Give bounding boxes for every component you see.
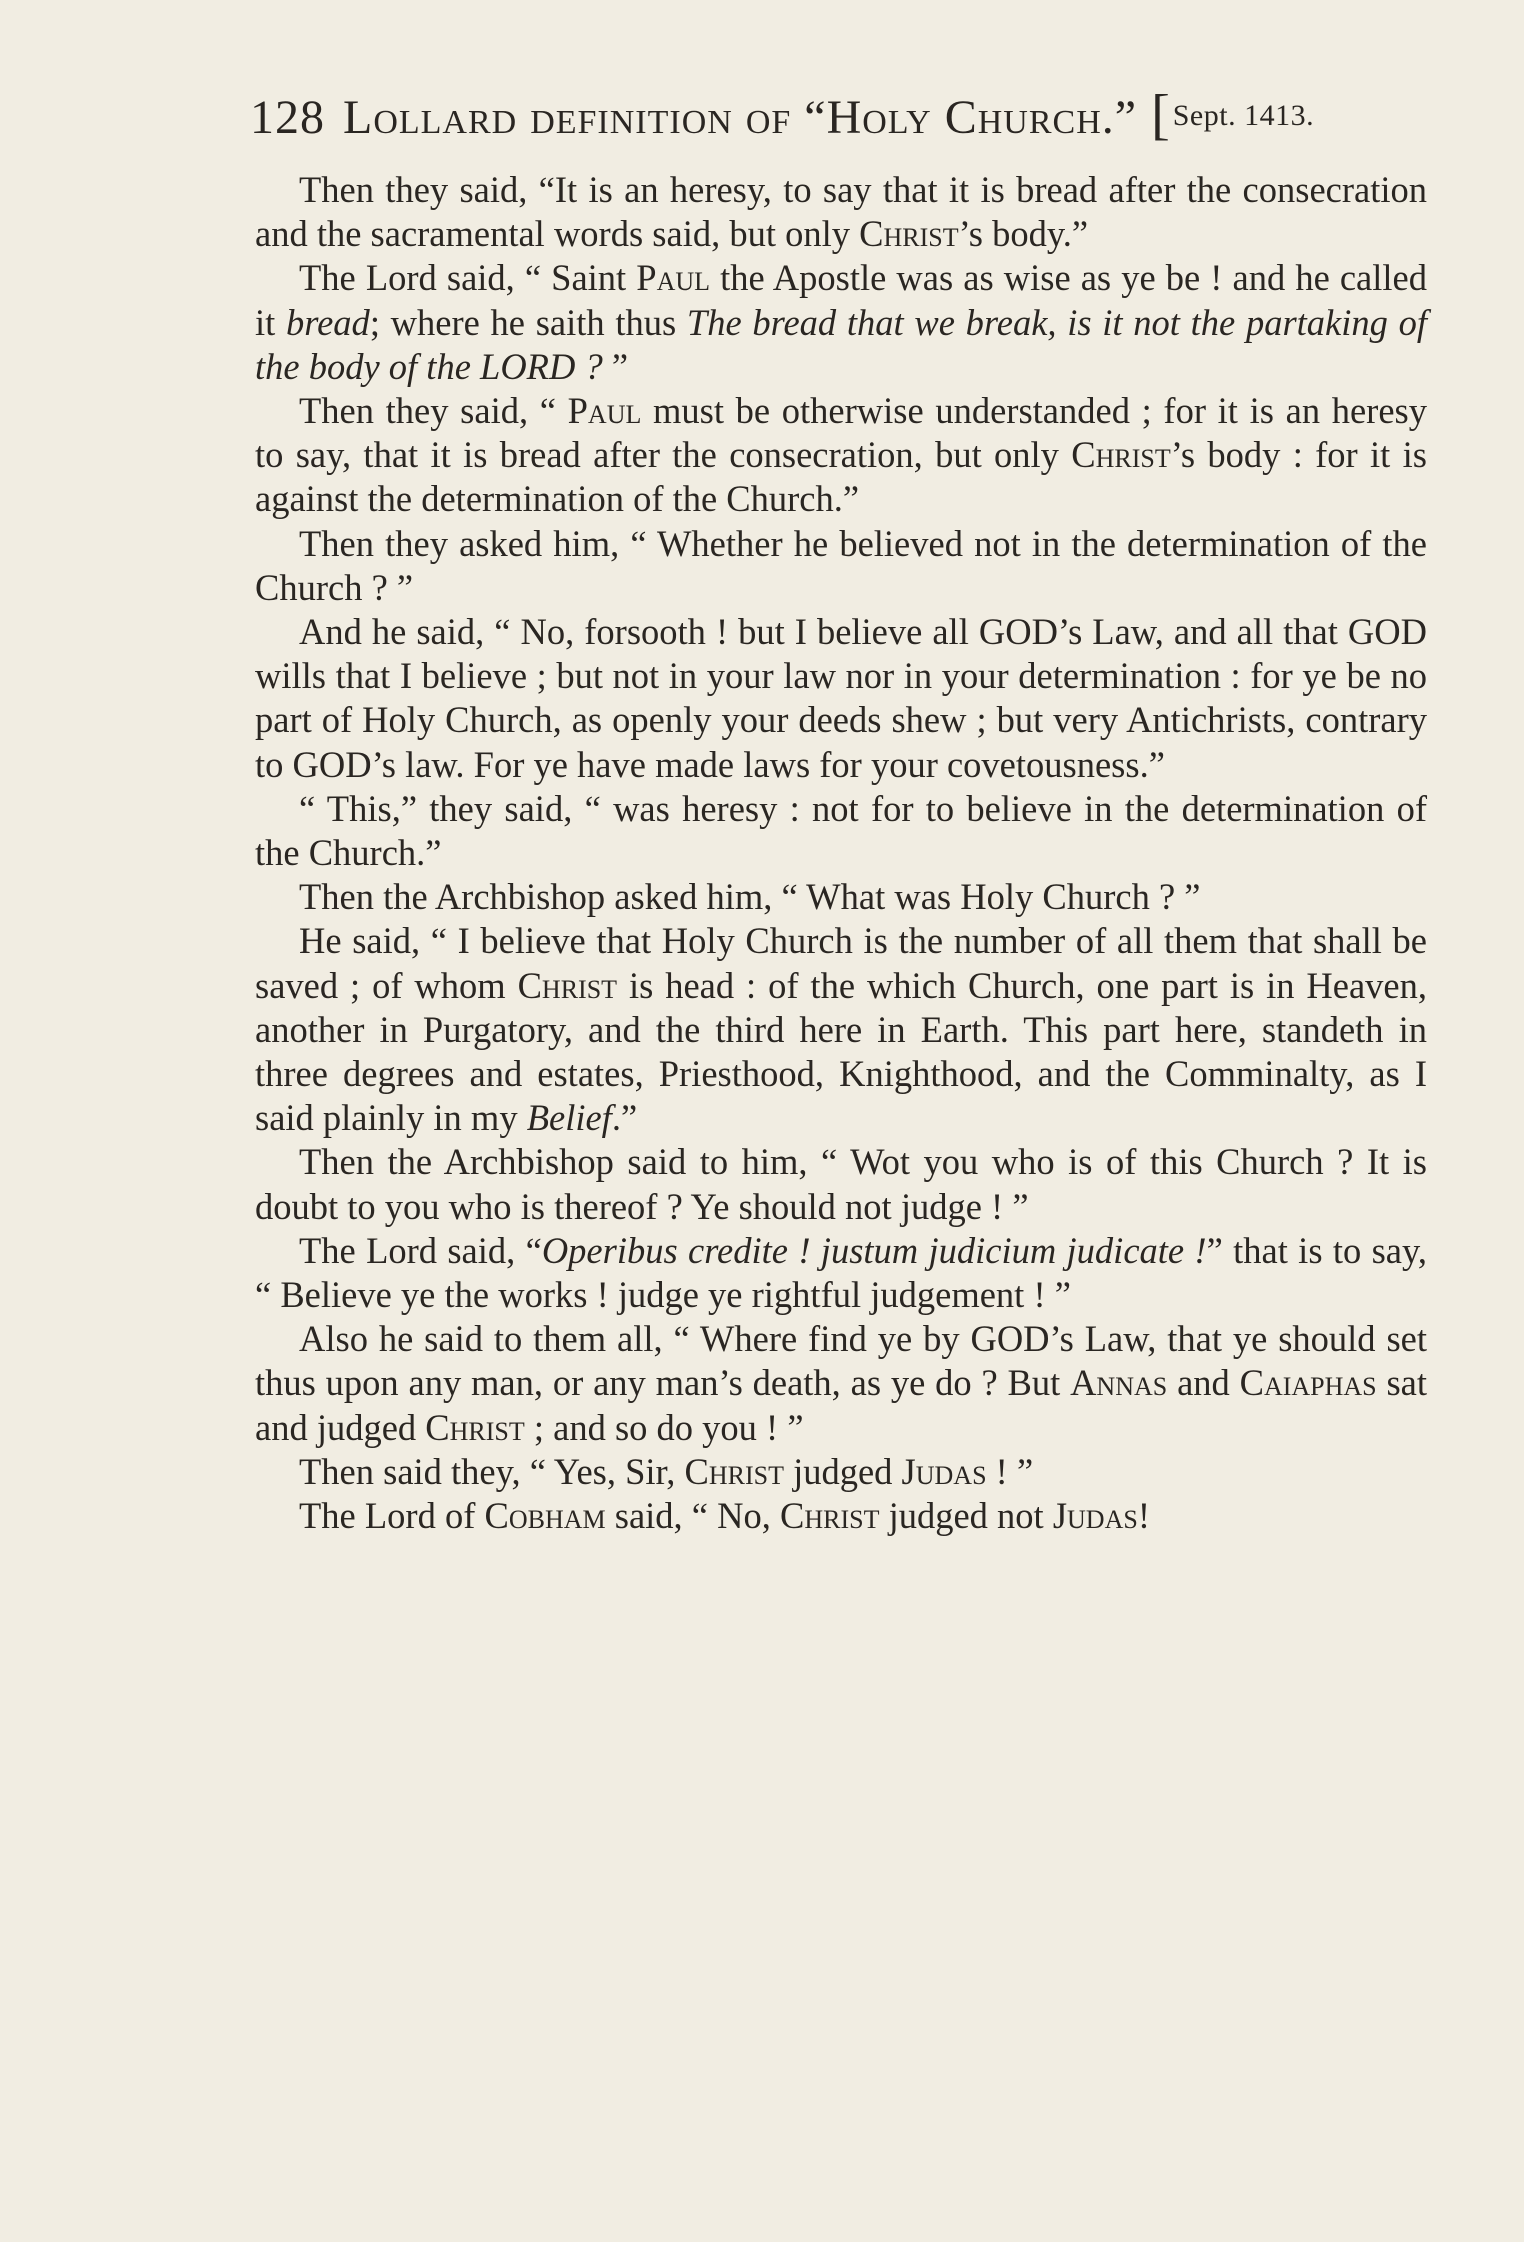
text-run: The Lord of — [299, 1495, 485, 1537]
header-bracket: [ — [1151, 84, 1171, 146]
text-run: Then said they, “ Yes, Sir, — [299, 1450, 685, 1492]
text-run: Then they said, “It is an heresy, to say that it is bread after the consecration and the sacramental words said, but only — [255, 169, 1427, 255]
paragraph — [255, 875, 1427, 919]
paragraph — [255, 787, 1427, 875]
text-run: ” — [602, 345, 629, 387]
small-caps-name: Christ — [425, 1406, 525, 1448]
paragraph — [255, 610, 1427, 787]
text-run: Then the Archbishop said to him, “ Wot you who is of this Church ? It is doubt to you who is thereof ? Ye should not judge ! ” — [255, 1141, 1427, 1227]
text-run: “ This,” they said, “ was heresy : not for to believe in the determination of the Church.” — [255, 787, 1427, 874]
page-number: 128 — [250, 91, 325, 144]
text-run: ’s body.” — [958, 213, 1089, 255]
small-caps-name: Paul — [636, 257, 711, 299]
text-run: must be otherwise understanded ; for it is an heresy to say, that it is bread after the consecration, but only — [255, 390, 1427, 476]
text-run: ” that is to say, “ Believe ye the works ! judge ye rightful judgement ! ” — [255, 1229, 1427, 1316]
text-run: judged — [783, 1450, 902, 1492]
small-caps-name: Judas — [1052, 1495, 1138, 1537]
text-run: Then the Archbishop asked him, “ What was Holy Church ? ” — [299, 876, 1201, 918]
running-title: Lollard definition of “Holy Church.” — [343, 91, 1138, 144]
small-caps-name: Christ — [684, 1450, 784, 1492]
paragraph — [255, 256, 1427, 389]
small-caps-name: Caiaphas — [1239, 1362, 1377, 1404]
text-run: The Lord said, “ Saint — [299, 257, 637, 299]
paragraph — [255, 1140, 1427, 1228]
text-run: sat and judged — [255, 1362, 1428, 1448]
small-caps-name: Judas — [901, 1450, 987, 1492]
small-caps-name: Christ — [1071, 434, 1171, 476]
text-run: Also he said to them all, “ Where find ye by GOD’s Law, that ye should set thus upon any man, or any man’s death, as ye do ? But — [255, 1318, 1427, 1404]
text-run: ! — [1137, 1495, 1150, 1537]
text-run: The Lord said, “ — [299, 1229, 542, 1271]
text-run: said, “ No, — [605, 1495, 780, 1537]
text-run: ; and so do you ! ” — [524, 1406, 804, 1448]
text-run: ; where he saith thus — [369, 301, 687, 343]
italic-text: Operibus credite ! justum judicium judicate ! — [541, 1229, 1207, 1271]
italic-text: The bread that we break, is it not the partaking of the body of the LORD ? — [255, 301, 1427, 387]
italic-text: Belief — [526, 1097, 612, 1139]
running-header — [250, 80, 1435, 150]
paragraph — [255, 1494, 1427, 1538]
paragraph — [255, 1450, 1427, 1494]
text-run: .” — [611, 1097, 638, 1139]
text-run: Then they said, “ — [299, 390, 568, 432]
paragraph — [255, 919, 1427, 1140]
text-run: And he said, “ No, forsooth ! but I believe all GOD’s Law, and all that GOD wills that I believe ; but not in your law nor in your determination : for ye be no part of Holy Church, as openly your deeds shew ; but very Antichrists, contrary to GOD’s law. For ye have made laws for your covetousness.” — [255, 611, 1427, 785]
text-run: the Apostle was as wise as ye be ! and he called it — [255, 257, 1427, 343]
text-run: ! ” — [986, 1450, 1034, 1492]
page-body — [255, 168, 1427, 1538]
small-caps-name: Cobham — [484, 1495, 606, 1537]
text-run: He said, “ I believe that Holy Church is the number of all them that shall be saved ; of whom — [255, 920, 1427, 1006]
text-run: Then they asked him, “ Whether he believed not in the determination of the Church ? ” — [255, 522, 1427, 608]
paragraph — [255, 1229, 1427, 1317]
small-caps-name: Christ — [859, 213, 959, 255]
paragraph — [255, 522, 1427, 610]
italic-text: bread — [286, 301, 370, 343]
small-caps-name: Christ — [517, 964, 618, 1006]
paragraph — [255, 168, 1427, 256]
small-caps-name: Paul — [567, 390, 642, 432]
small-caps-name: Annas — [1070, 1362, 1168, 1404]
header-date: Sept. 1413. — [1172, 99, 1315, 132]
text-run: ’s body : for it is against the determination of the Church.” — [255, 434, 1427, 520]
text-run: judged not — [879, 1495, 1053, 1537]
text-run: and — [1167, 1362, 1240, 1404]
small-caps-name: Christ — [779, 1495, 880, 1537]
paragraph — [255, 389, 1427, 522]
text-run: is head : of the which Church, one part is in Heaven, another in Purgatory, and the third here in Earth. This part here, standeth in three degrees and estates, Priesthood, Knighthood, and the Comminalty, as I said plainly in my — [255, 964, 1427, 1139]
paragraph — [255, 1317, 1427, 1450]
